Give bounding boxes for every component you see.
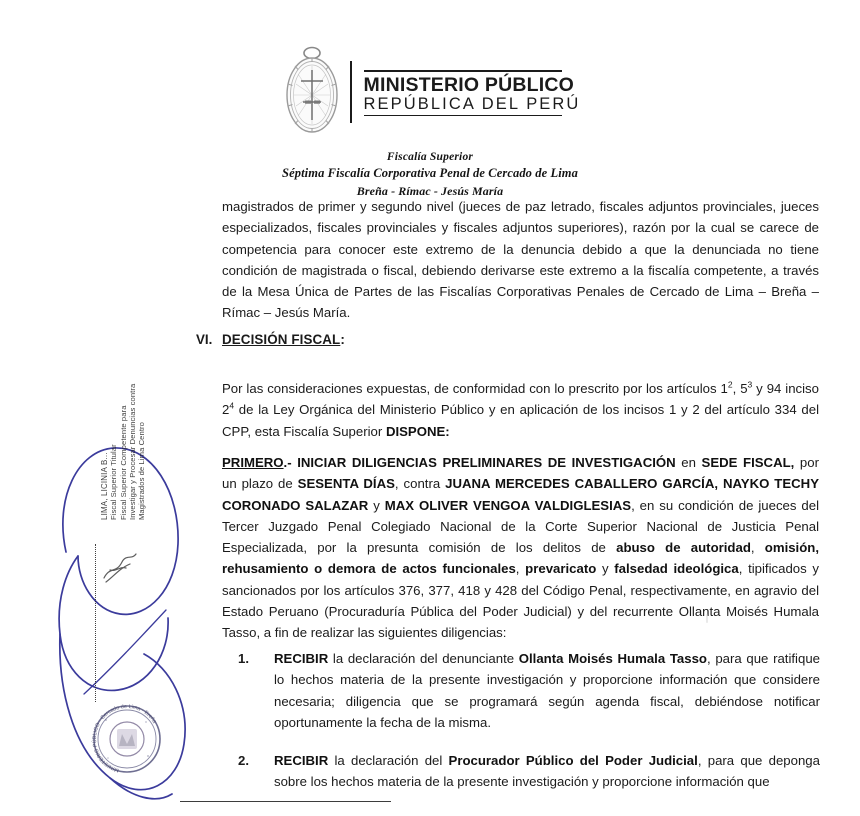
diligencia-2-text-1: la declaración del	[328, 753, 449, 769]
body-column	[222, 196, 819, 324]
primero-text-4: y	[368, 497, 385, 513]
circular-rubber-seal-icon	[88, 700, 166, 780]
stamp-line-1: Fiscal Superior Titular	[109, 444, 119, 520]
primero-bold-9: falsedad ideológica	[614, 561, 739, 577]
primero-bold-3: SESENTA DÍAS	[297, 476, 395, 492]
continued-paragraph: magistrados de primer y segundo nivel (jueces de paz letrado, fiscales adjuntos provinciales, jueces especializados, fiscales provinciales y fiscales adjuntos superiores), razón por la cual se carece de competencia para conocer este extremo de la denuncia debido a que la denunciada no tiene condición de magistrada o fiscal, debiendo derivarse este extremo a la fiscalía competente, a través de la Mesa Única de Partes de las Fiscalías Corporativas Penales de Cercado de Lima – Breña – Rímac – Jesús María.	[222, 199, 819, 321]
primero-block	[222, 452, 819, 644]
country-name: REPÚBLICA DEL PERÚ	[363, 95, 581, 113]
diligencia-2-bold-1: RECIBIR	[274, 753, 329, 769]
institution-name: MINISTERIO PÚBLICO	[363, 73, 575, 96]
office-subtitle-line-3: Breña - Rímac - Jesús María	[356, 184, 504, 199]
letterhead	[0, 44, 860, 200]
primero-text-6: ,	[750, 540, 765, 556]
considerations-block	[222, 378, 819, 442]
primero-text-8: y	[596, 561, 615, 577]
primero-text-1: en	[675, 455, 702, 470]
list-item	[238, 750, 820, 793]
primero-bold-1: INICIAR DILIGENCIAS PRELIMINARES DE INVESTIGACIÓN	[297, 455, 676, 470]
stamp-name-line: LIMA, LICINIA B...	[100, 452, 109, 520]
primero-text-3: , contra	[394, 476, 446, 492]
ministerio-publico-oval-emblem-icon	[280, 44, 344, 140]
section-title-text: DECISIÓN FISCAL	[222, 332, 341, 347]
letterhead-vertical-divider	[350, 61, 352, 123]
consid-text-4: de la Ley Orgánica del Ministerio Público y en aplicación de los incisos 1 y 2 del artículo 334 del CPP, esta Fiscalía Superior	[222, 402, 819, 439]
primero-bold-8: prevaricato	[525, 561, 597, 577]
scan-speckle	[818, 206, 820, 208]
diligencia-1-text-1: la declaración del denunciante	[328, 651, 519, 666]
footnote-ref-2: 2	[727, 379, 733, 390]
diligencias-list	[238, 648, 820, 810]
primero-text-5: , en su condición de jueces del Tercer Juzgado Penal Colegiado Nacional de la Corte Superior Nacional de Justicia Penal Especializada, por la presunta comisión de los delitos de	[222, 497, 820, 556]
letterhead-bottom-rule	[364, 115, 562, 116]
scan-speckle	[706, 614, 708, 623]
primero-text-2: por un plazo de	[222, 455, 819, 492]
diligencia-2-text-2: , para que deponga sobre los hechos materia de la presente investigación y proporcione información que	[274, 753, 820, 790]
letterhead-row	[0, 44, 860, 140]
consid-text-1: Por las consideraciones expuestas, de conformidad con lo prescrito por los artículos 1	[222, 381, 728, 396]
primero-label: PRIMERO	[222, 455, 284, 470]
section-title-colon: :	[340, 332, 345, 347]
primero-bold-6: abuso de autoridad	[616, 540, 751, 556]
office-subtitle-line-2: Séptima Fiscalía Corporativa Penal de Cercado de Lima	[282, 166, 578, 181]
section-heading-decision-fiscal	[196, 332, 816, 347]
office-subtitle-line-1: Fiscalía Superior	[386, 151, 474, 163]
stamp-rubric-scribble-icon	[100, 548, 140, 590]
primero-paragraph	[222, 452, 819, 644]
stamp-dotted-rule	[95, 544, 97, 702]
footnote-separator-rule	[180, 801, 391, 802]
considerations-paragraph	[222, 378, 819, 442]
office-subtitle	[0, 149, 860, 200]
primero-bold-5: MAX OLIVER VENGOA VALDIGLESIAS	[384, 497, 632, 513]
fiscal-stamp-text	[100, 360, 147, 520]
primero-text-7: ,	[515, 561, 526, 577]
footnote-ref-4: 4	[229, 400, 235, 411]
diligencia-1-bold-2: Ollanta Moisés Humala Tasso	[518, 651, 707, 666]
primero-text-9: , tipificados y sancionados por los artículos 376, 377, 418 y 428 del Código Penal, respectivamente, en agravio del Estado Peruano (Procuraduría Pública del Poder Judicial) y del recurrente Ollanta Moisés Humala Tasso, a fin de realizar las siguientes diligencias:	[222, 561, 820, 641]
diligencia-1-bold-1: RECIBIR	[274, 651, 329, 666]
diligencia-2-bold-2: Procurador Público del Poder Judicial	[448, 753, 698, 769]
svg-text:MINISTERIO PÚBLICO · Cercado d: MINISTERIO PÚBLICO · Cercado de Lima · Breña	[91, 703, 158, 773]
consid-text-3: y 94 inciso 2	[222, 381, 819, 418]
stamp-line-4: Magistrados de Lima Centro	[137, 422, 147, 520]
primero-bold-7: omisión, rehusamiento o demora de actos funcionales	[222, 540, 819, 577]
stamp-line-2: Fiscal Superior Competente para	[118, 405, 128, 520]
footnote-ref-3: 3	[747, 379, 753, 390]
diligencia-1-text-2: , para que ratifique lo hechos materia de la presente investigación y proporcione información que considere necesaria; diligencia que se programará según agenda fiscal, debiéndose notificar oportunamente la fecha de la misma.	[274, 651, 820, 730]
letterhead-titles	[364, 68, 581, 117]
section-number: VI.	[196, 332, 213, 347]
primero-label-suffix: .-	[283, 455, 298, 470]
list-item-number: 2.	[238, 753, 249, 769]
list-item-number: 1.	[238, 651, 249, 666]
primero-bold-2: SEDE FISCAL,	[701, 455, 795, 470]
list-item	[238, 648, 820, 733]
dispone-keyword: DISPONE:	[385, 423, 450, 439]
primero-bold-4: JUANA MERCEDES CABALLERO GARCÍA, NAYKO TECHY CORONADO SALAZAR	[222, 476, 819, 513]
consid-text-2: , 5	[732, 381, 748, 396]
stamp-line-3: Investigar y Procesar Denuncias contra	[127, 383, 137, 520]
letterhead-top-rule	[364, 70, 562, 72]
section-title	[222, 332, 345, 347]
